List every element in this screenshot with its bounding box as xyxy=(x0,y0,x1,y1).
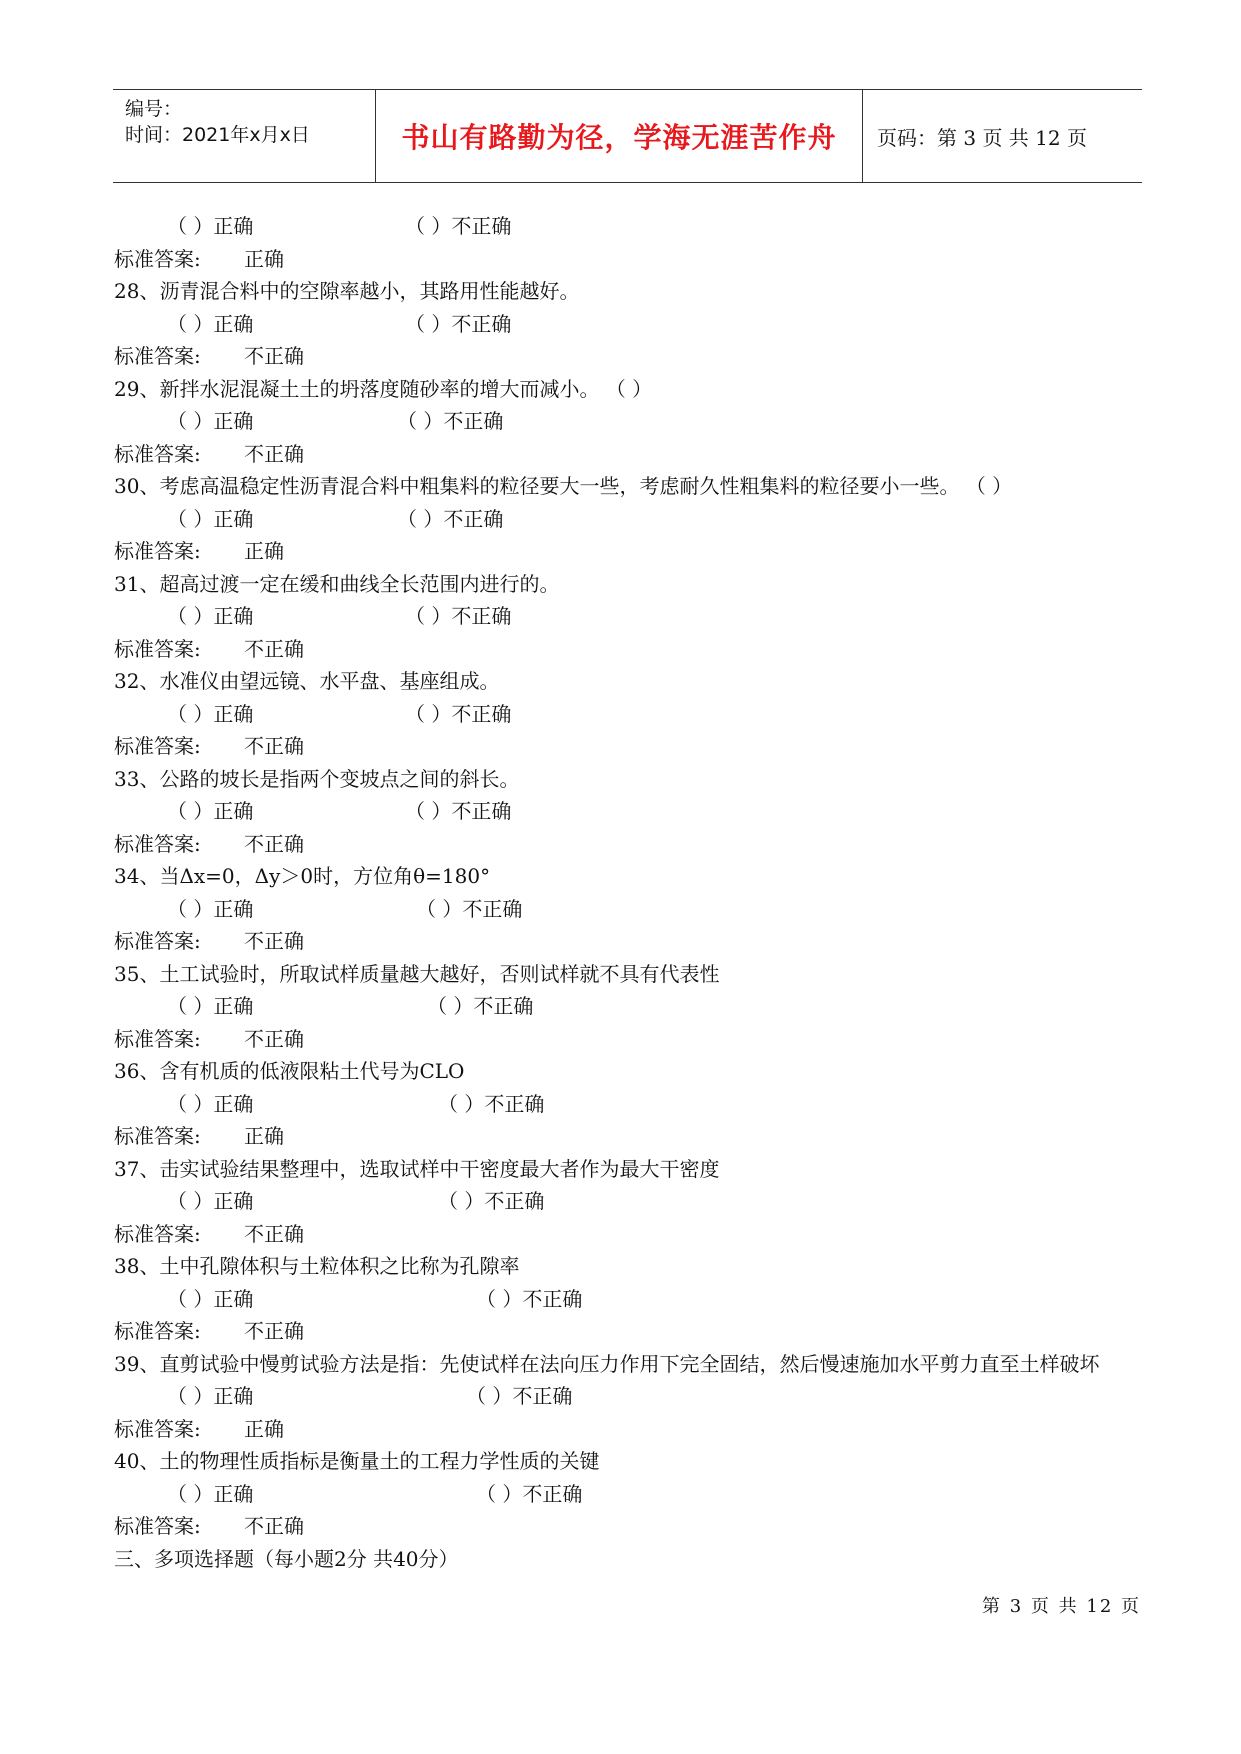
answer-row xyxy=(114,925,1144,958)
answer-row xyxy=(114,535,1144,568)
question-text: 30、考虑高温稳定性沥青混合料中粗集料的粒径要大一些，考虑耐久性粗集料的粒径要小一些。 （ ） xyxy=(114,474,1013,498)
answer-row xyxy=(114,340,1144,373)
option-correct: （ ）正确 xyxy=(167,409,254,433)
answer-row xyxy=(114,1120,1144,1153)
answer-value: 不正确 xyxy=(244,831,304,856)
options-row xyxy=(114,893,1144,926)
answer-label: 标准答案: xyxy=(114,1319,201,1343)
options-row xyxy=(114,503,1144,536)
question-text: 39、直剪试验中慢剪试验方法是指：先使试样在法向压力作用下完全固结，然后慢速施加水平剪力直至土样破坏 xyxy=(114,1351,1100,1376)
options-row xyxy=(114,1185,1144,1218)
answer-value: 不正确 xyxy=(244,734,304,758)
option-correct: （ ）正确 xyxy=(167,1481,254,1506)
option-correct: （ ）正确 xyxy=(167,1286,254,1311)
question-list xyxy=(114,275,1144,1543)
option-correct: （ ）正确 xyxy=(167,604,254,628)
answer-label: 标准答案: xyxy=(114,734,201,758)
option-correct: （ ）正确 xyxy=(167,799,254,823)
answer-value: 不正确 xyxy=(244,1319,304,1343)
question-text: 29、新拌水泥混凝土土的坍落度随砂率的增大而减小。 （ ） xyxy=(114,376,653,401)
answer-value: 正确 xyxy=(244,539,284,563)
answer-value: 不正确 xyxy=(244,441,304,466)
options-row xyxy=(114,795,1144,828)
option-incorrect: （ ）不正确 xyxy=(476,1481,583,1506)
option-correct: （ ）正确 xyxy=(167,1091,254,1116)
options-row xyxy=(114,1283,1144,1316)
question-text: 35、土工试验时，所取试样质量越大越好，否则试样就不具有代表性 xyxy=(114,961,720,986)
answer-label: 标准答案: xyxy=(114,1124,201,1148)
option-correct: （ ）正确 xyxy=(167,896,254,921)
option-incorrect: （ ）不正确 xyxy=(405,214,512,238)
question-text: 28、沥青混合料中的空隙率越小，其路用性能越好。 xyxy=(114,279,580,303)
option-correct: （ ）正确 xyxy=(167,1189,254,1213)
answer-label: 标准答案: xyxy=(114,539,201,563)
answer-row xyxy=(114,243,1144,276)
options-row xyxy=(114,308,1144,341)
answer-label: 标准答案: xyxy=(114,441,201,466)
options-row xyxy=(114,1380,1144,1413)
option-correct: （ ）正确 xyxy=(167,506,254,531)
answer-label: 标准答案: xyxy=(114,1026,201,1051)
page-info: 页码：第 3 页 共 12 页 xyxy=(877,125,1087,150)
question-text: 32、水准仪由望远镜、水平盘、基座组成。 xyxy=(114,669,500,693)
question-text: 38、土中孔隙体积与土粒体积之比称为孔隙率 xyxy=(114,1254,520,1278)
answer-value: 不正确 xyxy=(244,344,304,368)
option-correct: （ ）正确 xyxy=(167,701,254,726)
option-incorrect: （ ）不正确 xyxy=(466,1384,573,1408)
answer-value: 不正确 xyxy=(244,636,304,661)
section-title: 三、多项选择题（每小题2分 共40分） xyxy=(114,1546,459,1571)
answer-label: 标准答案: xyxy=(114,1514,201,1538)
header-page-cell xyxy=(863,90,1142,182)
question-text: 40、土的物理性质指标是衡量土的工程力学性质的关键 xyxy=(114,1449,600,1473)
option-incorrect: （ ）不正确 xyxy=(476,1286,583,1311)
option-incorrect: （ ）不正确 xyxy=(438,1091,545,1116)
option-correct: （ ）正确 xyxy=(167,1384,254,1408)
option-incorrect: （ ）不正确 xyxy=(438,1189,545,1213)
option-correct: （ ）正确 xyxy=(167,994,254,1018)
time-label: 时间：2021年x月x日 xyxy=(125,124,310,146)
option-correct: （ ）正确 xyxy=(167,214,254,238)
answer-label: 标准答案: xyxy=(114,1416,201,1441)
option-incorrect: （ ）不正确 xyxy=(405,799,512,823)
options-row xyxy=(114,1478,1144,1511)
motto: 书山有路勤为径，学海无涯苦作舟 xyxy=(401,121,837,154)
answer-row xyxy=(114,1510,1144,1543)
option-incorrect: （ ）不正确 xyxy=(397,506,504,531)
question-text: 34、当Δx=0，Δy＞0时，方位角θ=180° xyxy=(114,864,491,888)
options-row xyxy=(114,1088,1144,1121)
answer-label: 标准答案: xyxy=(114,636,201,661)
question-text: 37、击实试验结果整理中，选取试样中干密度最大者作为最大干密度 xyxy=(114,1156,720,1181)
options-row xyxy=(114,698,1144,731)
page-footer: 第 3 页 共 12 页 xyxy=(982,1596,1141,1617)
options-row xyxy=(114,210,1144,243)
option-incorrect: （ ）不正确 xyxy=(405,311,512,336)
answer-value: 不正确 xyxy=(244,929,304,953)
answer-value: 不正确 xyxy=(244,1514,304,1538)
option-incorrect: （ ）不正确 xyxy=(405,604,512,628)
question-text: 31、超高过渡一定在缓和曲线全长范围内进行的。 xyxy=(114,571,560,596)
answer-row xyxy=(114,633,1144,666)
number-label: 编号： xyxy=(125,98,183,120)
answer-row xyxy=(114,1218,1144,1251)
answer-row xyxy=(114,1413,1144,1446)
option-incorrect: （ ）不正确 xyxy=(416,896,523,921)
answer-row xyxy=(114,1023,1144,1056)
header-left-cell xyxy=(113,90,376,182)
answer-row xyxy=(114,438,1144,471)
options-row xyxy=(114,990,1144,1023)
answer-label: 标准答案: xyxy=(114,1221,201,1246)
answer-label: 标准答案: xyxy=(114,246,201,271)
answer-value: 正确 xyxy=(244,1124,284,1148)
question-text: 36、含有机质的低液限粘土代号为CLO xyxy=(114,1059,465,1083)
answer-label: 标准答案: xyxy=(114,344,201,368)
answer-value: 不正确 xyxy=(244,1026,304,1051)
answer-row xyxy=(114,1315,1144,1348)
option-incorrect: （ ）不正确 xyxy=(405,701,512,726)
answer-row xyxy=(114,828,1144,861)
page-header xyxy=(113,89,1142,183)
answer-label: 标准答案: xyxy=(114,929,201,953)
document-body xyxy=(114,210,1144,1575)
header-motto-cell xyxy=(376,90,863,182)
options-row xyxy=(114,405,1144,438)
options-row xyxy=(114,600,1144,633)
option-incorrect: （ ）不正确 xyxy=(427,994,534,1018)
answer-row xyxy=(114,730,1144,763)
option-incorrect: （ ）不正确 xyxy=(397,409,504,433)
answer-label: 标准答案: xyxy=(114,831,201,856)
answer-value: 正确 xyxy=(244,246,284,271)
answer-value: 正确 xyxy=(244,1416,284,1441)
answer-value: 不正确 xyxy=(244,1221,304,1246)
question-text: 33、公路的坡长是指两个变坡点之间的斜长。 xyxy=(114,766,520,791)
option-correct: （ ）正确 xyxy=(167,311,254,336)
